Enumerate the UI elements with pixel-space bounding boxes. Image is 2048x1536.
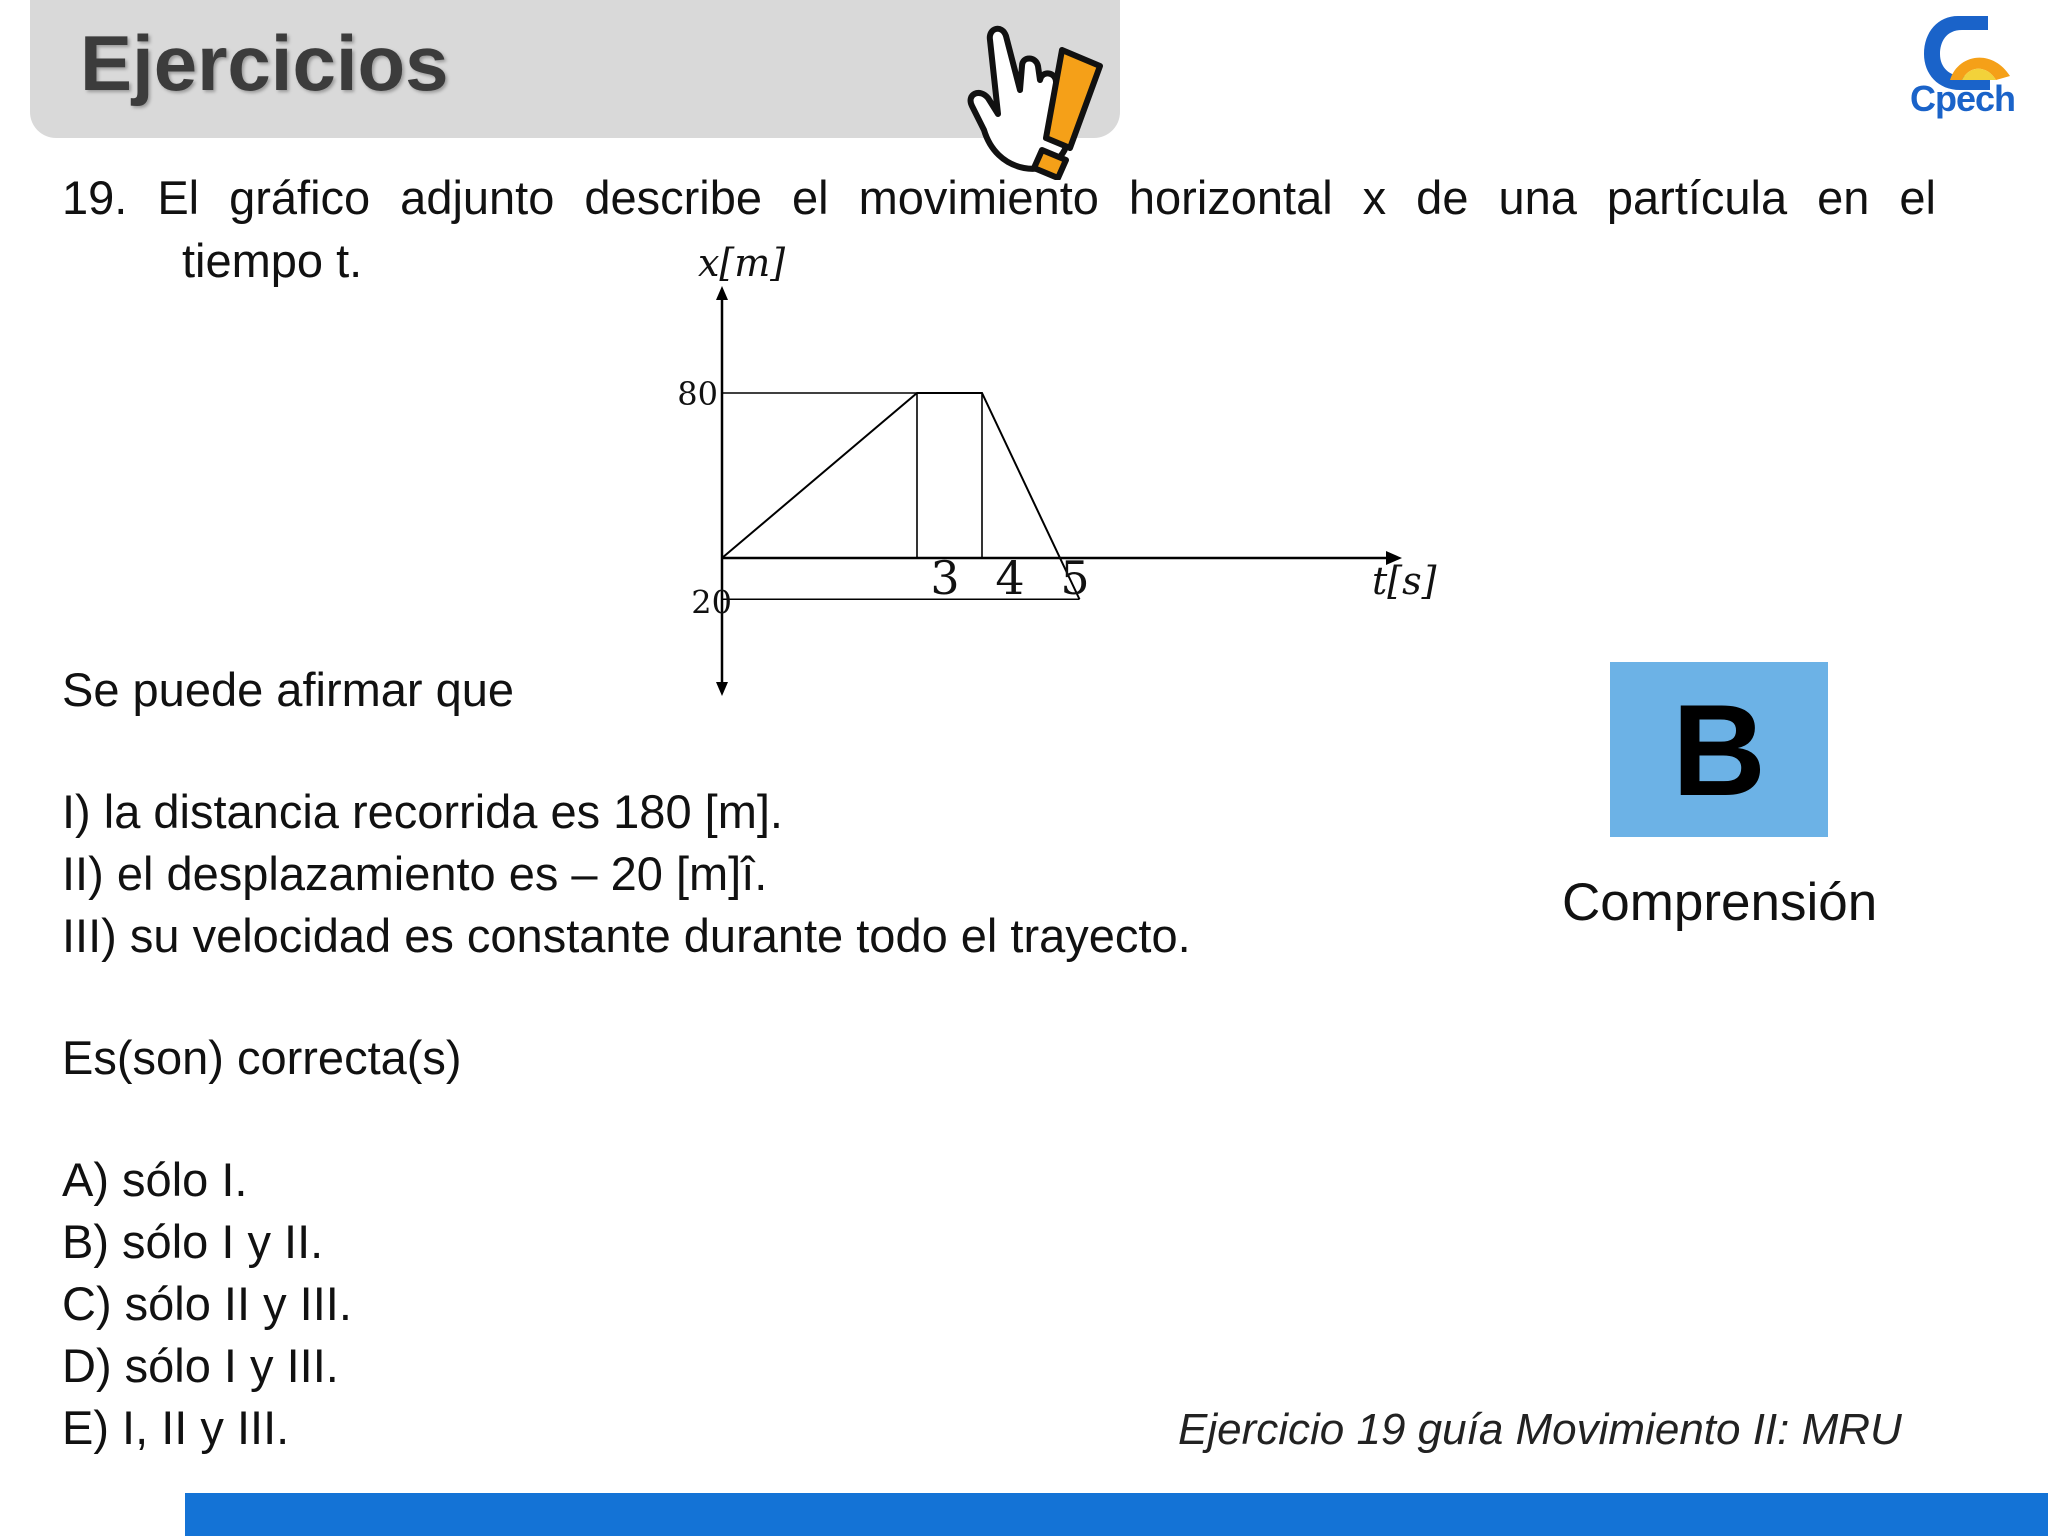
footer-bar [185,1493,2048,1536]
option-a[interactable]: A) sólo I. [62,1153,248,1206]
y-axis-arrow-down [716,682,728,696]
logo-text: Cpech [1910,78,2016,119]
skill-label: Comprensión [1562,873,1878,932]
option-c[interactable]: C) sólo II y III. [62,1277,352,1330]
source-caption: Ejercicio 19 guía Movimiento II: MRU [1178,1405,1902,1454]
x-tick-label-3: 3 [930,551,960,605]
statement-iii: III) su velocidad es constante durante todo el trayecto. [62,909,1191,962]
x-axis-label: t[s] [1372,559,1437,603]
y-tick-label-20: 20 [691,583,732,622]
page-title: Ejercicios [80,19,449,107]
statement-i: I) la distancia recorrida es 180 [m]. [62,785,783,838]
answer-letter: B [1672,676,1766,823]
series-line-x-t [722,393,1080,599]
question-stem-line2: tiempo t. [182,234,363,287]
option-e[interactable]: E) I, II y III. [62,1401,290,1454]
option-b[interactable]: B) sólo I y II. [62,1215,324,1268]
answer-badge [1610,662,1828,837]
option-d[interactable]: D) sólo I y III. [62,1339,339,1392]
pointing-hand-warning-icon [950,10,1110,180]
y-axis-label: x[m] [698,241,786,285]
statement-ii: II) el desplazamiento es – 20 [m]î. [62,847,768,900]
x-tick-label-4: 4 [995,551,1025,605]
y-axis-arrow-up [716,286,728,300]
statements-prompt: Se puede afirmar que [62,663,515,716]
question-stem-line1: 19. El gráfico adjunto describe el movimiento horizontal x de una partícula en el [62,171,1936,224]
position-time-chart [620,236,1480,706]
correct-prompt: Es(son) correcta(s) [62,1031,462,1084]
x-tick-label-5: 5 [1060,551,1090,605]
y-tick-label-80: 80 [677,375,718,413]
